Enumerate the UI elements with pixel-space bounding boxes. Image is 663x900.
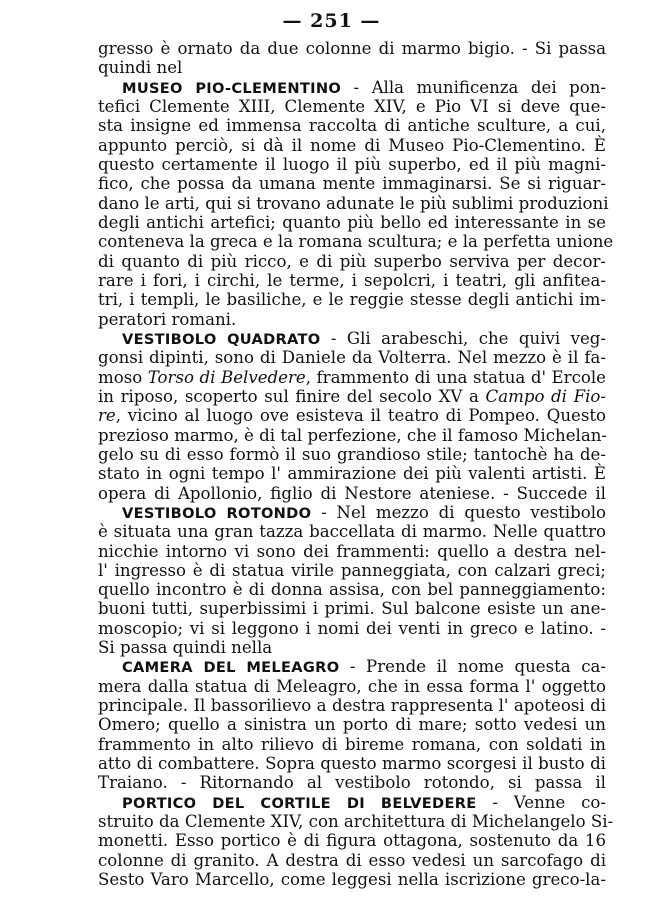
text-line: prezioso marmo, è di tal perfezione, che il famoso Michelan- <box>98 425 608 445</box>
text-line: Traiano. - Ritornando al vestibolo rotondo, si passa il <box>98 773 606 793</box>
text-line: questo certamente il luogo il più superbo, ed il più magni- <box>98 155 606 174</box>
section-heading-line: MUSEO PIO-CLEMENTINO - Alla munificenza dei pon- <box>122 77 606 97</box>
text-line: stato in ogni tempo l' ammirazione dei più valenti artisti. È <box>98 464 606 484</box>
section-heading: VESTIBOLO QUADRATO <box>122 330 321 348</box>
text-line: gresso è ornato da due colonne di marmo bigio. - Si passa <box>98 39 606 58</box>
text-line: dano le arti, qui si trovano adunate le più sublimi produzioni <box>98 193 609 213</box>
text-line: re, vicino al luogo ove esisteva il teatro di Pompeo. Questo <box>98 406 606 426</box>
text-line: di quanto di più ricco, e di più superbo serviva per decor- <box>98 251 606 271</box>
text-line: fico, che possa da umana mente immaginarsi. Se si riguar- <box>98 174 606 194</box>
text-line: l' ingresso è di statua virile panneggiata, con calzari greci; <box>98 560 606 580</box>
text-line: conteneva la greca e la romana scultura; e la perfetta unione <box>98 232 614 252</box>
text-line: quello incontro è di donna assisa, con bel panneggiamento: <box>98 580 606 600</box>
text-line: gonsi dipinti, sono di Daniele da Volterra. Nel mezzo è il fa- <box>98 348 606 368</box>
text-line: rare i fori, i circhi, le terme, i sepolcri, i teatri, gli anfitea- <box>98 270 606 290</box>
section-heading-line: PORTICO DEL CORTILE DI BELVEDERE - Venne co- <box>122 792 607 812</box>
text-line: nicchie intorno vi sono dei frammenti: quello a destra nel- <box>98 541 606 561</box>
text-line: degli antichi artefici; quanto più bello ed interessante in se <box>98 212 606 232</box>
text-line: tri, i templi, le basiliche, e le reggie stesse degli antichi im- <box>98 290 606 310</box>
page-number: — 251 — <box>282 10 381 32</box>
section-heading: VESTIBOLO ROTONDO <box>122 504 312 522</box>
text-line: colonne di granito. A destra di esso vedesi un sarcofago di <box>98 850 606 870</box>
text-line: atto di combattere. Sopra questo marmo scorgesi il busto di <box>98 754 606 773</box>
text-line: quindi nel <box>98 58 183 78</box>
text-line: buoni tutti, superbissimi i primi. Sul balcone esiste un ane- <box>98 599 606 619</box>
section-heading: PORTICO DEL CORTILE DI BELVEDERE <box>122 794 477 812</box>
section-heading-line: VESTIBOLO QUADRATO - Gli arabeschi, che quivi veg- <box>122 328 606 348</box>
text-line: Si passa quindi nella <box>98 638 273 658</box>
section-heading-line: VESTIBOLO ROTONDO - Nel mezzo di questo vestibolo <box>122 502 607 522</box>
text-line: sta insigne ed immensa raccolta di antiche sculture, a cui, <box>98 116 606 136</box>
text-line: appunto perciò, si dà il nome di Museo Pio-Clementino. È <box>98 135 606 155</box>
text-line: peratori romani. <box>98 309 237 329</box>
text-line: gelo su di esso formò il suo grandioso stile; tantochè ha de- <box>98 444 606 464</box>
text-line: è situata una gran tazza baccellata di marmo. Nelle quattro <box>98 522 606 542</box>
text-line: monetti. Esso portico è di figura ottagona, sostenuto da 16 <box>98 831 606 851</box>
text-line: moso Torso di Belvedere, frammento di una statua d' Ercole <box>98 367 606 387</box>
text-line: opera di Apollonio, figlio di Nestore ateniese. - Succede il <box>98 483 606 503</box>
text-line: in riposo, scoperto sul finire del secolo XV a Campo di Fio- <box>98 386 606 406</box>
text-line: mera dalla statua di Meleagro, che in essa forma l' oggetto <box>98 676 606 696</box>
section-heading-line: CAMERA DEL MELEAGRO - Prende il nome questa ca- <box>122 657 606 677</box>
section-heading: MUSEO PIO-CLEMENTINO <box>122 79 342 97</box>
section-heading: CAMERA DEL MELEAGRO <box>122 659 340 677</box>
text-line: Omero; quello a sinistra un porto di mare; sotto vedesi un <box>98 715 606 735</box>
text-line: Sesto Varo Marcello, come leggesi nella iscrizione greco-la- <box>98 870 606 889</box>
text-line: tefici Clemente XIII, Clemente XIV, e Pio VI si deve que- <box>98 97 606 116</box>
text-line: moscopio; vi si leggono i nomi dei venti in greco e latino. - <box>98 618 606 638</box>
text-line: frammento in alto rilievo di bireme romana, con soldati in <box>98 734 606 754</box>
text-line: principale. Il bassorilievo a destra rappresenta l' apoteosi di <box>98 696 606 716</box>
text-line: struito da Clemente XIV, con architettura di Michelangelo Si- <box>98 812 614 831</box>
